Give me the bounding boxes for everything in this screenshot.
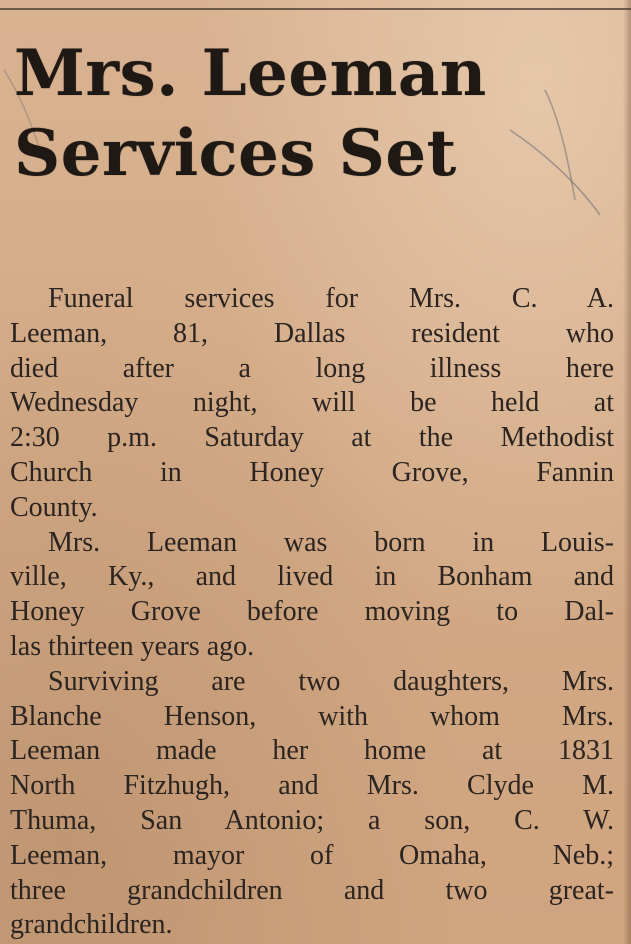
body-line: Church in Honey Grove, Fannin — [10, 456, 614, 488]
headline-line-1: Mrs. Leeman — [14, 36, 487, 111]
headline-line-2: Services Set — [14, 116, 457, 191]
paragraph-1 — [10, 282, 614, 526]
body-line: 2:30 p.m. Saturday at the Methodist — [10, 422, 614, 454]
body-line: Wednesday night, will be held at — [10, 387, 614, 419]
headline — [14, 34, 487, 194]
body-line: County. — [10, 491, 98, 523]
paragraph-2 — [10, 526, 614, 665]
article-body — [10, 282, 614, 943]
body-line: North Fitzhugh, and Mrs. Clyde M. — [10, 770, 614, 802]
body-line: Honey Grove before moving to Dal- — [10, 596, 614, 628]
body-line: Leeman, 81, Dallas resident who — [10, 317, 614, 349]
body-line: Blanche Henson, with whom Mrs. — [10, 700, 614, 732]
body-line: Thuma, San Antonio; a son, C. W. — [10, 804, 614, 836]
body-line: ville, Ky., and lived in Bonham and — [10, 561, 614, 593]
paragraph-3 — [10, 665, 614, 943]
body-line: grandchildren. — [10, 909, 173, 941]
body-line: Leeman made her home at 1831 — [10, 735, 614, 767]
body-line: Surviving are two daughters, Mrs. — [48, 665, 614, 697]
body-line: Funeral services for Mrs. C. A. — [48, 283, 614, 314]
body-line: las thirteen years ago. — [10, 630, 255, 662]
body-line: Leeman, mayor of Omaha, Neb.; — [10, 839, 614, 871]
body-line: three grandchildren and two great- — [10, 874, 614, 906]
body-line: died after a long illness here — [10, 352, 614, 384]
body-line: Mrs. Leeman was born in Louis- — [48, 526, 614, 558]
